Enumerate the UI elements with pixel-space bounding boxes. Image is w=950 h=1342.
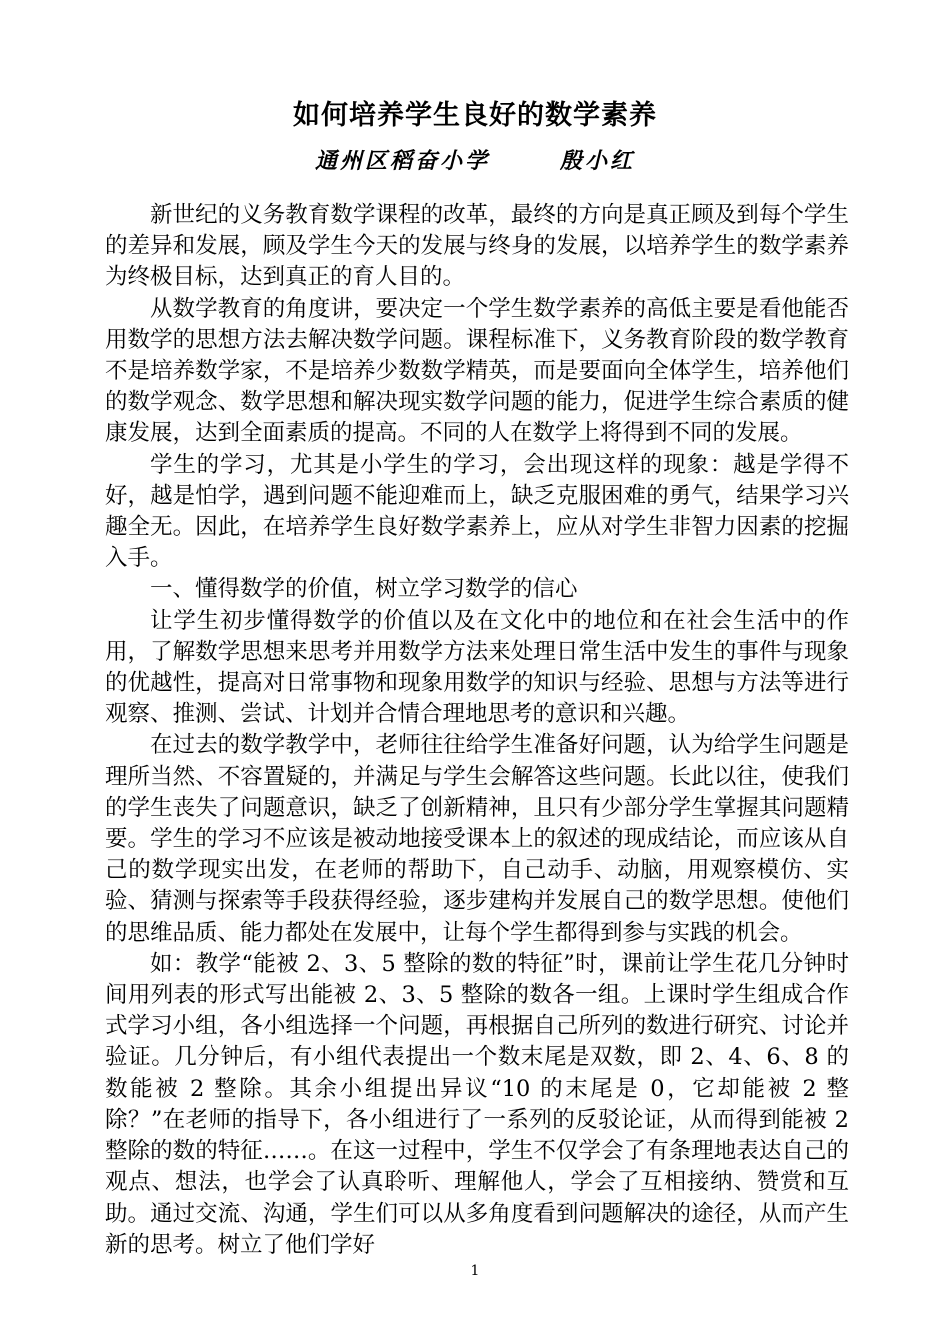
section-heading-1: 一、懂得数学的价值，树立学习数学的信心 <box>150 576 578 603</box>
page-number: 1 <box>470 1263 480 1279</box>
paragraph-3: 学生的学习，尤其是小学生的学习，会出现这样的现象：越是学得不好，越是怕学，遇到问题不能迎难而上，缺乏克服困难的勇气，结果学习兴趣全无。因此，在培养学生良好数学素养上，应从对学生非智力因素的挖掘入手。 <box>105 451 849 572</box>
author-school: 通州区稻奋小学 <box>314 148 490 174</box>
paragraph-5: 在过去的数学教学中，老师往往给学生准备好问题，认为给学生问题是理所当然、不容置疑的，并满足与学生会解答这些问题。长此以往，使我们的学生丧失了问题意识，缺乏了创新精神，且只有少部分学生掌握其问题精要。学生的学习不应该是被动地接受课本上的叙述的现成结论，而应该从自己的数学现实出发，在老师的帮助下，自己动手、动脑，用观察模仿、实验、猜测与探索等手段获得经验，逐步建构并发展自己的数学思想。使他们的思维品质、能力都处在发展中，让每个学生都得到参与实践的机会。 <box>105 732 849 946</box>
paragraph-2: 从数学教育的角度讲，要决定一个学生数学素养的高低主要是看他能否用数学的思想方法去解决数学问题。课程标准下，义务教育阶段的数学教育不是培养数学家，不是培养少数数学精英，而是要面向全体学生，培养他们的数学观念、数学思想和解决现实数学问题的能力，促进学生综合素质的健康发展，达到全面素质的提高。不同的人在数学上将得到不同的发展。 <box>105 295 849 447</box>
document-body <box>105 200 849 1261</box>
paragraph-1: 新世纪的义务教育数学课程的改革，最终的方向是真正顾及到每个学生的差异和发展，顾及学生今天的发展与终身的发展，以培养学生的数学素养为终极目标，达到真正的育人目的。 <box>105 202 849 291</box>
author-byline <box>0 146 950 176</box>
author-name: 殷小红 <box>560 148 636 174</box>
paragraph-6: 如：教学“能被 2、3、5 整除的数的特征”时，课前让学生花几分钟时间用列表的形式写出能被 2、3、5 整除的数各一组。上课时学生组成合作式学习小组，各小组选择一个问题，再根据自己所列的数进行研究、讨论并验证。几分钟后，有小组代表提出一个数末尾是双数，即 2、4、6、8 的数能被 2 整除。其余小组提出异议“10 的末尾是 0，它却能被 2 整除？”在老师的指导下，各小组进行了一系列的反驳论证，从而得到能被 2 整除的数的特征……。在这一过程中，学生不仅学会了有条理地表达自己的观点、想法，也学会了认真聆听、理解他人，学会了互相接纳、赞赏和互助。通过交流、沟通，学生们可以从多角度看到问题解决的途径，从而产生新的思考。树立了他们学好 <box>105 950 849 1258</box>
document-title: 如何培养学生良好的数学素养 <box>293 100 657 131</box>
paragraph-4: 让学生初步懂得数学的价值以及在文化中的地位和在社会生活中的作用，了解数学思想来思考并用数学方法来处理日常生活中发生的事件与现象的优越性，提高对日常事物和现象用数学的知识与经验、思想与方法等进行观察、推测、尝试、计划并合情合理地思考的意识和兴趣。 <box>105 607 849 728</box>
